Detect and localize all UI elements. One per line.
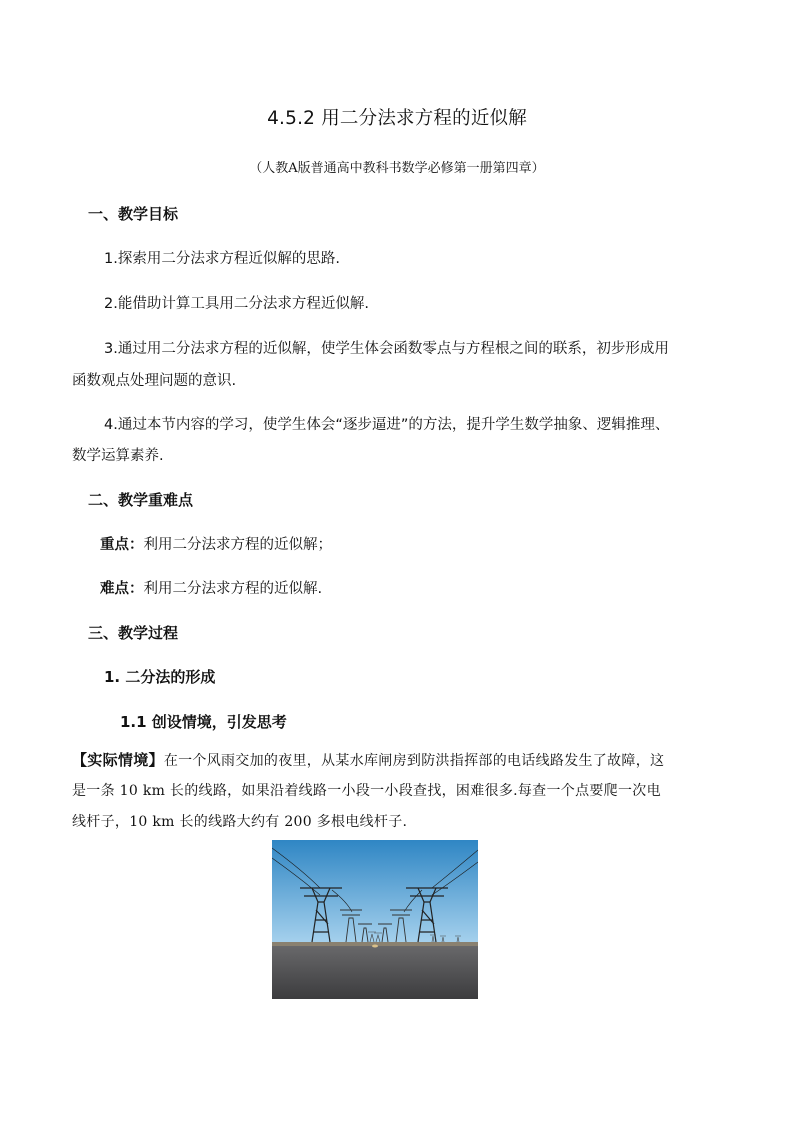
power-towers-illustration <box>272 840 478 999</box>
scenario-label: 【实际情境】 <box>72 752 164 769</box>
subsubsection-heading: 1.1 创设情境，引发思考 <box>120 713 287 731</box>
scenario-line: 是一条 10 km 长的线路，如果沿着线路一小段一小段查找，困难很多.每查一个点要爬一次电 <box>72 783 661 799</box>
scenario-line <box>72 749 664 770</box>
difficulty-text: 利用二分法求方程的近似解. <box>143 581 323 597</box>
objective-item: 3.通过用二分法求方程的近似解，使学生体会函数零点与方程根之间的联系，初步形成用 <box>104 341 669 357</box>
scenario-text: 在一个风雨交加的夜里，从某水库闸房到防洪指挥部的电话线路发生了故障，这 <box>163 753 665 769</box>
power-towers-photo <box>272 840 478 999</box>
objective-item: 4.通过本节内容的学习，使学生体会“逐步逼进”的方法，提升学生数学抽象、逻辑推理、 <box>104 417 670 433</box>
section-heading-key-points: 二、教学重难点 <box>88 491 194 509</box>
objective-item: 1.探索用二分法求方程近似解的思路. <box>104 251 340 267</box>
section-heading-objectives: 一、教学目标 <box>88 205 179 223</box>
scenario-line: 线杆子，10 km 长的线路大约有 200 多根电线杆子. <box>72 814 408 830</box>
objective-item: 2.能借助计算工具用二分法求方程近似解. <box>104 296 369 312</box>
difficulty-label: 难点： <box>100 581 144 597</box>
key-point-line <box>100 533 332 554</box>
subsection-heading: 1. 二分法的形成 <box>104 668 216 686</box>
objective-item-continued: 函数观点处理问题的意识. <box>72 373 237 389</box>
section-heading-process: 三、教学过程 <box>88 624 179 642</box>
difficulty-line <box>100 577 322 598</box>
key-point-text: 利用二分法求方程的近似解； <box>143 537 332 553</box>
page-title: 4.5.2 用二分法求方程的近似解 <box>267 108 527 129</box>
key-point-label: 重点： <box>100 537 144 553</box>
objective-item-continued: 数学运算素养. <box>72 448 164 464</box>
page-subtitle: （人教A版普通高中教科书数学必修第一册第四章） <box>249 161 545 176</box>
